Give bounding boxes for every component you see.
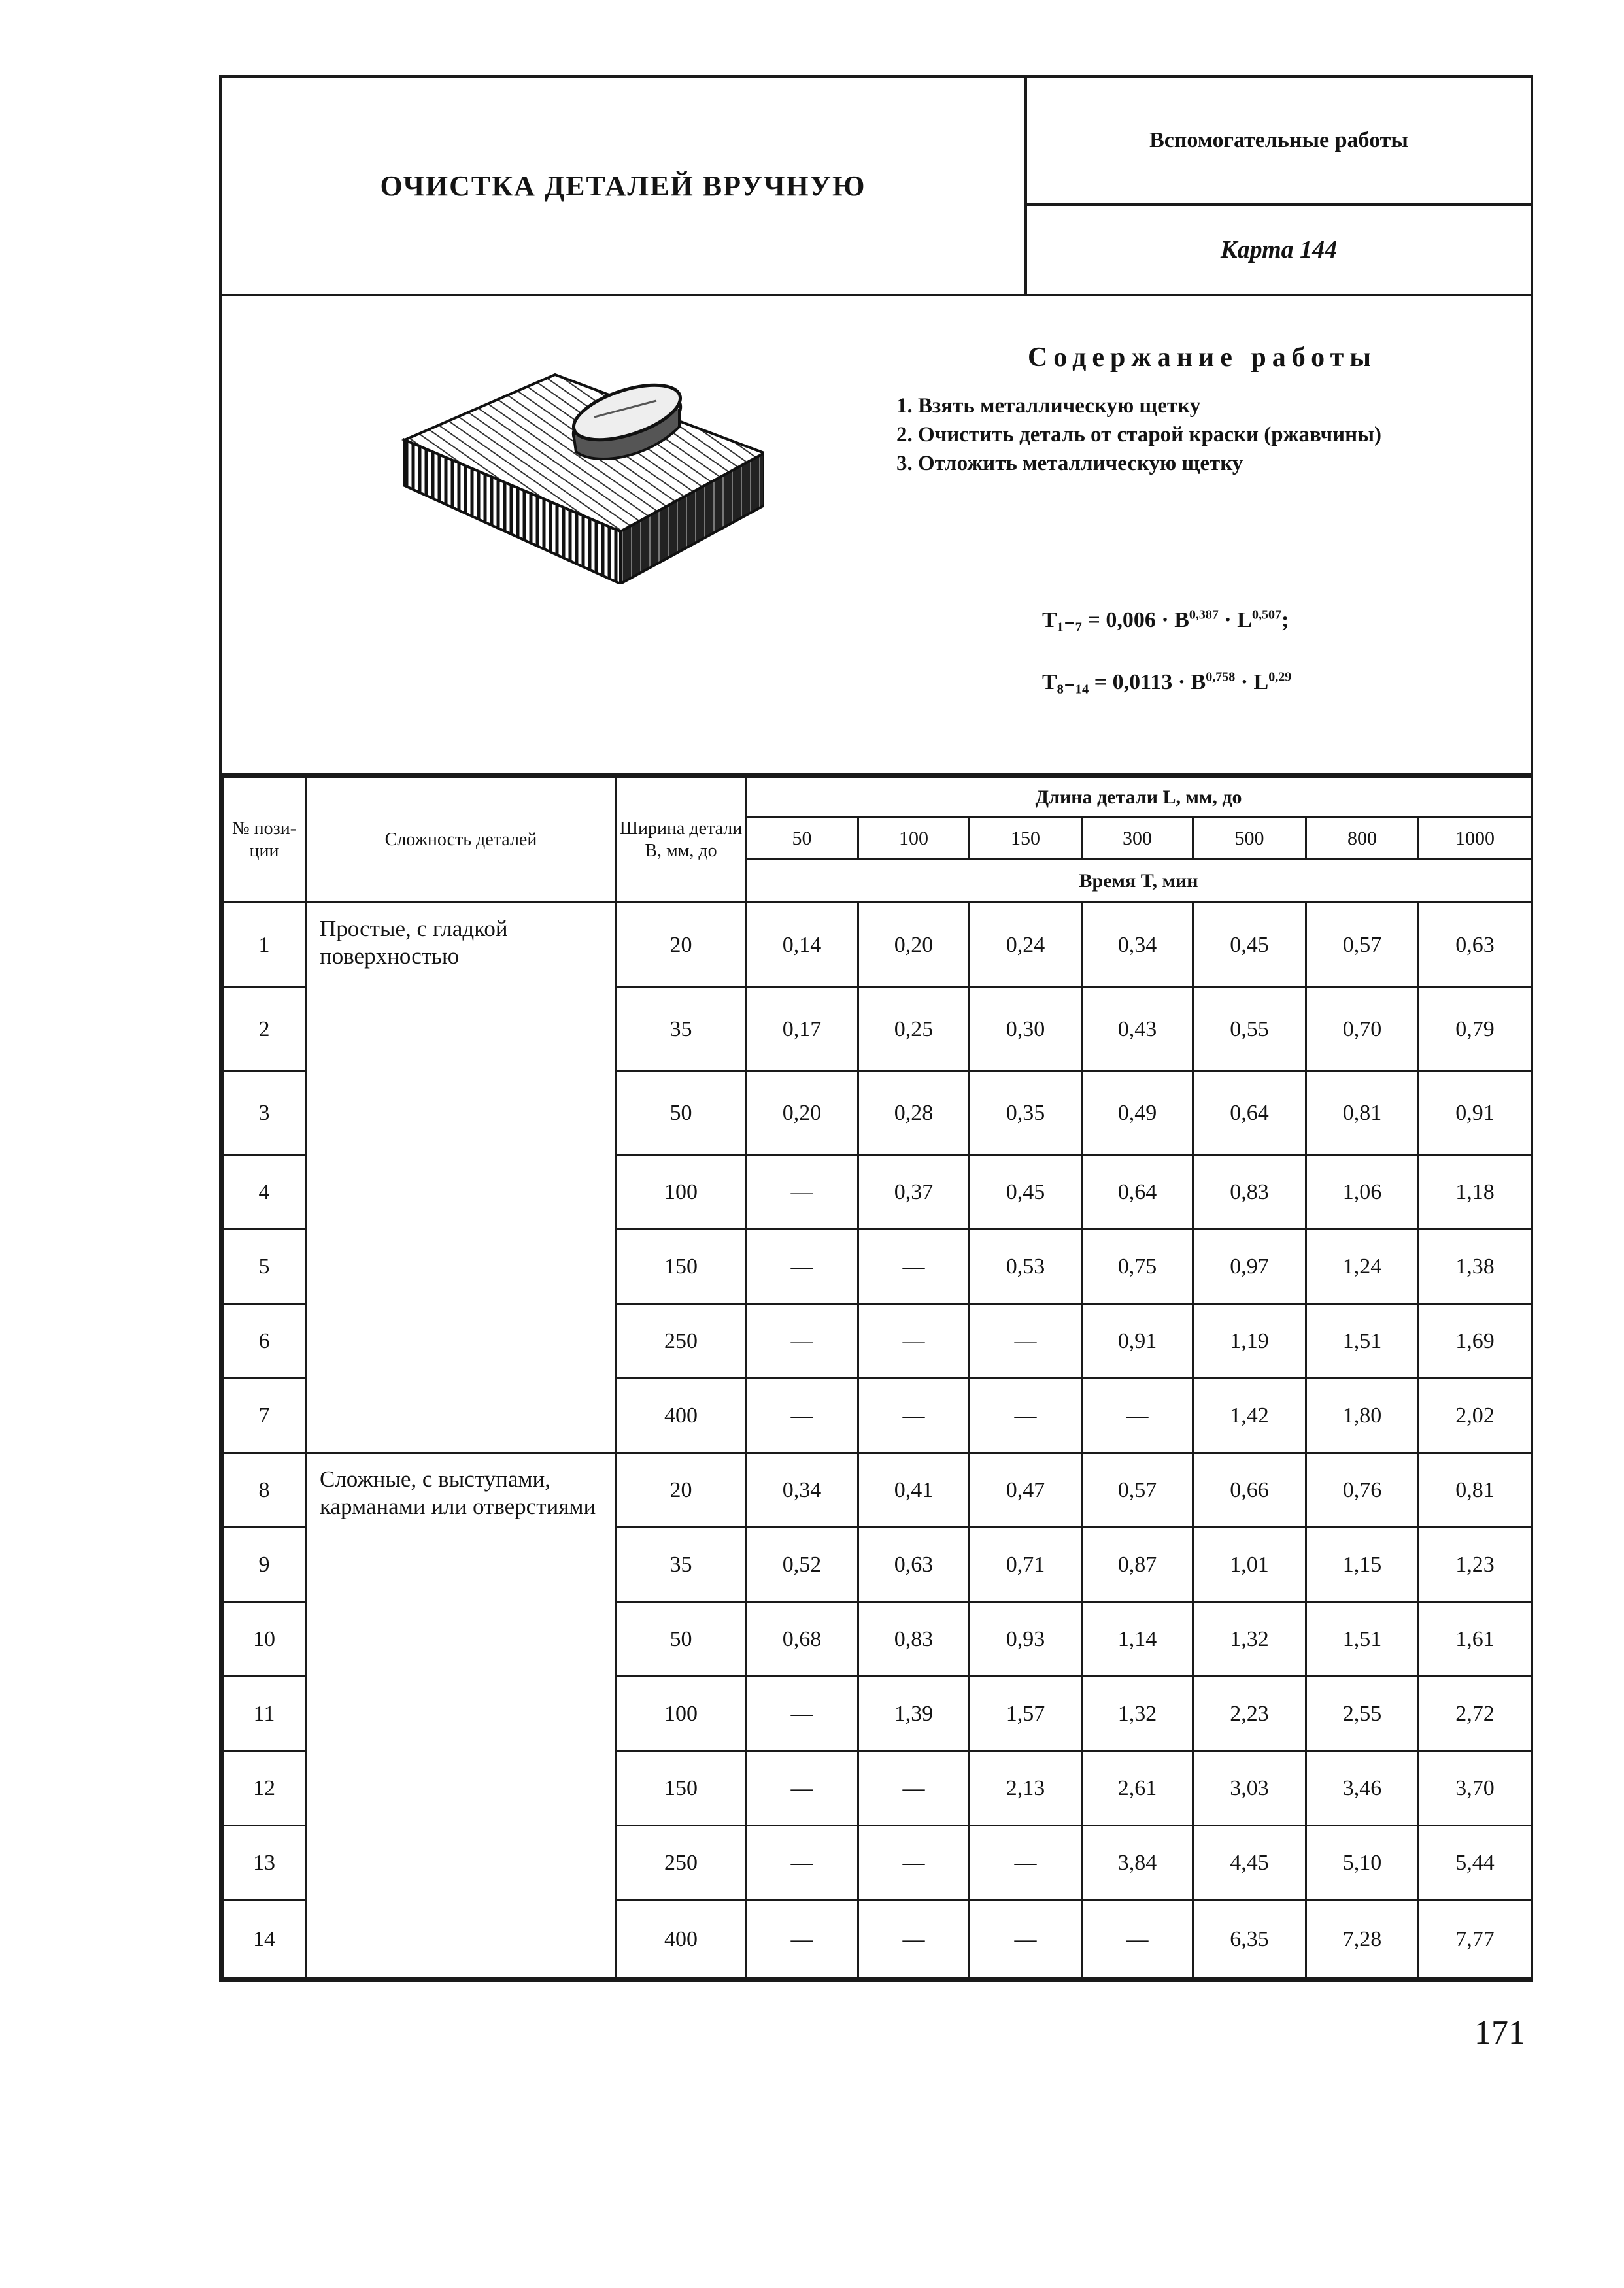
position-number: 5 [223, 1230, 306, 1304]
length-header: 50 [746, 818, 858, 860]
time-value: 1,18 [1419, 1155, 1532, 1230]
time-value: — [746, 1379, 858, 1453]
time-value: 0,57 [1082, 1453, 1193, 1528]
card-frame [219, 75, 1533, 1982]
table-row [223, 1453, 1532, 1528]
time-value: 1,23 [1419, 1528, 1532, 1602]
time-value: 0,17 [746, 988, 858, 1071]
time-value: 0,20 [858, 903, 970, 988]
time-value: 0,35 [970, 1071, 1082, 1155]
time-value: 0,79 [1419, 988, 1532, 1071]
position-number: 11 [223, 1677, 306, 1751]
table-row [223, 903, 1532, 988]
position-number: 10 [223, 1602, 306, 1677]
time-value: 0,68 [746, 1602, 858, 1677]
time-value: — [1082, 1379, 1193, 1453]
page-number: 171 [1474, 2014, 1525, 2051]
position-number: 13 [223, 1826, 306, 1900]
time-value: 7,77 [1419, 1900, 1532, 1979]
time-value: 0,37 [858, 1155, 970, 1230]
time-value: 0,25 [858, 988, 970, 1071]
width-value: 400 [617, 1379, 746, 1453]
time-value: 3,03 [1193, 1751, 1306, 1826]
width-value: 50 [617, 1602, 746, 1677]
width-value: 35 [617, 988, 746, 1071]
time-value: 0,97 [1193, 1230, 1306, 1304]
time-value: 1,32 [1082, 1677, 1193, 1751]
time-value: 2,23 [1193, 1677, 1306, 1751]
time-value: 1,06 [1306, 1155, 1419, 1230]
time-value: 0,64 [1193, 1071, 1306, 1155]
time-value: — [970, 1826, 1082, 1900]
position-number: 12 [223, 1751, 306, 1826]
complexity-group: Простые, с гладкой поверхностью [306, 903, 617, 1453]
time-value: 2,55 [1306, 1677, 1419, 1751]
time-value: 1,69 [1419, 1304, 1532, 1379]
time-value: 2,13 [970, 1751, 1082, 1826]
complexity-group: Сложные, с выступами, карманами или отверстиями [306, 1453, 617, 1979]
time-value: 7,28 [1306, 1900, 1419, 1979]
time-value: — [746, 1826, 858, 1900]
time-value: 3,70 [1419, 1751, 1532, 1826]
time-value: 0,45 [970, 1155, 1082, 1230]
width-value: 150 [617, 1230, 746, 1304]
time-value: 0,75 [1082, 1230, 1193, 1304]
time-value: 0,91 [1082, 1304, 1193, 1379]
time-value: 0,63 [1419, 903, 1532, 988]
time-value: 5,44 [1419, 1826, 1532, 1900]
work-category: Вспомогательные работы [1027, 78, 1531, 206]
length-header: 1000 [1419, 818, 1532, 860]
time-value: — [858, 1379, 970, 1453]
time-value: 0,53 [970, 1230, 1082, 1304]
time-value: — [746, 1230, 858, 1304]
time-value: 0,43 [1082, 988, 1193, 1071]
time-value: — [858, 1751, 970, 1826]
width-value: 150 [617, 1751, 746, 1826]
time-value: 2,72 [1419, 1677, 1532, 1751]
time-value: 0,57 [1306, 903, 1419, 988]
time-value: 1,42 [1193, 1379, 1306, 1453]
time-value: 1,19 [1193, 1304, 1306, 1379]
width-value: 400 [617, 1900, 746, 1979]
time-value: 1,57 [970, 1677, 1082, 1751]
time-value: 1,24 [1306, 1230, 1419, 1304]
length-header: 300 [1082, 818, 1193, 860]
time-value: — [858, 1900, 970, 1979]
time-value: 1,51 [1306, 1304, 1419, 1379]
time-value: 1,15 [1306, 1528, 1419, 1602]
width-value: 20 [617, 1453, 746, 1528]
time-value: 0,20 [746, 1071, 858, 1155]
time-value: — [1082, 1900, 1193, 1979]
time-value: 0,83 [858, 1602, 970, 1677]
length-header: 100 [858, 818, 970, 860]
time-value: 0,24 [970, 903, 1082, 988]
time-value: 0,41 [858, 1453, 970, 1528]
time-value: — [858, 1230, 970, 1304]
time-value: 1,39 [858, 1677, 970, 1751]
work-content [888, 342, 1516, 478]
time-value: 0,66 [1193, 1453, 1306, 1528]
time-value: 3,84 [1082, 1826, 1193, 1900]
time-value: 0,52 [746, 1528, 858, 1602]
content-title: Содержание работы [1027, 343, 1378, 373]
time-value: 0,83 [1193, 1155, 1306, 1230]
time-value: 0,87 [1082, 1528, 1193, 1602]
position-number: 4 [223, 1155, 306, 1230]
length-header: 500 [1193, 818, 1306, 860]
col-header-num: № пози-ции [223, 777, 306, 903]
time-value: — [746, 1304, 858, 1379]
time-value: 5,10 [1306, 1826, 1419, 1900]
length-header: 800 [1306, 818, 1419, 860]
time-value: 0,71 [970, 1528, 1082, 1602]
time-value: 1,01 [1193, 1528, 1306, 1602]
time-value: — [746, 1155, 858, 1230]
time-norms-table [222, 776, 1532, 1979]
width-value: 35 [617, 1528, 746, 1602]
time-value: 0,70 [1306, 988, 1419, 1071]
col-header-complexity: Сложность деталей [306, 777, 617, 903]
time-value: 0,64 [1082, 1155, 1193, 1230]
time-value: — [970, 1304, 1082, 1379]
time-value: 1,32 [1193, 1602, 1306, 1677]
width-value: 100 [617, 1677, 746, 1751]
steps-list [888, 392, 1516, 478]
time-value: 2,02 [1419, 1379, 1532, 1453]
time-value: 0,14 [746, 903, 858, 988]
width-value: 100 [617, 1155, 746, 1230]
position-number: 1 [223, 903, 306, 988]
time-value: 0,55 [1193, 988, 1306, 1071]
step-item: 1. Взять металлическую щетку [896, 394, 1201, 418]
time-value: 1,38 [1419, 1230, 1532, 1304]
length-header: 150 [970, 818, 1082, 860]
time-value: 4,45 [1193, 1826, 1306, 1900]
position-number: 14 [223, 1900, 306, 1979]
position-number: 9 [223, 1528, 306, 1602]
step-item: 3. Отложить металлическую щетку [896, 452, 1243, 475]
time-value: 0,34 [746, 1453, 858, 1528]
col-header-width: Ширина детали B, мм, до [617, 777, 746, 903]
time-value: 1,80 [1306, 1379, 1419, 1453]
header-right [1027, 78, 1531, 294]
time-value: 0,34 [1082, 903, 1193, 988]
width-value: 250 [617, 1826, 746, 1900]
time-value: — [746, 1900, 858, 1979]
time-value: 0,49 [1082, 1071, 1193, 1155]
time-value: 0,81 [1306, 1071, 1419, 1155]
time-value: 1,61 [1419, 1602, 1532, 1677]
time-value: 0,28 [858, 1071, 970, 1155]
time-value: 0,30 [970, 988, 1082, 1071]
formula-8-14: T₈₋₁₄ = 0,0113 · B$^{0,758}$ · L$^{0,29}$ [1042, 669, 1292, 694]
position-number: 8 [223, 1453, 306, 1528]
time-value: — [746, 1677, 858, 1751]
card-header [222, 78, 1531, 296]
time-value: 3,46 [1306, 1751, 1419, 1826]
time-value: 0,93 [970, 1602, 1082, 1677]
time-value: — [970, 1900, 1082, 1979]
formula-1-7: T₁₋₇ = 0,006 · B$^{0,387}$ · L$^{0,507}$; [1042, 607, 1289, 632]
time-value: 0,81 [1419, 1453, 1532, 1528]
time-value: 2,61 [1082, 1751, 1193, 1826]
width-value: 50 [617, 1071, 746, 1155]
width-value: 20 [617, 903, 746, 988]
time-value: 0,45 [1193, 903, 1306, 988]
info-section [222, 296, 1531, 776]
time-value: — [970, 1379, 1082, 1453]
time-value: 0,76 [1306, 1453, 1419, 1528]
time-value: 0,63 [858, 1528, 970, 1602]
time-value: 0,47 [970, 1453, 1082, 1528]
time-value: 6,35 [1193, 1900, 1306, 1979]
position-number: 3 [223, 1071, 306, 1155]
card-title: ОЧИСТКА ДЕТАЛЕЙ ВРУЧНУЮ [222, 78, 1027, 294]
position-number: 6 [223, 1304, 306, 1379]
part-illustration [398, 335, 764, 584]
position-number: 2 [223, 988, 306, 1071]
step-item: 2. Очистить деталь от старой краски (ржавчины) [896, 423, 1381, 446]
time-value: — [746, 1751, 858, 1826]
position-number: 7 [223, 1379, 306, 1453]
card-number: Карта 144 [1220, 236, 1338, 263]
time-value: — [858, 1304, 970, 1379]
col-header-time: Время T, мин [746, 860, 1532, 903]
time-value: 0,91 [1419, 1071, 1532, 1155]
width-value: 250 [617, 1304, 746, 1379]
time-value: 1,51 [1306, 1602, 1419, 1677]
time-value: 1,14 [1082, 1602, 1193, 1677]
time-value: — [858, 1826, 970, 1900]
col-header-length: Длина детали L, мм, до [746, 777, 1532, 818]
